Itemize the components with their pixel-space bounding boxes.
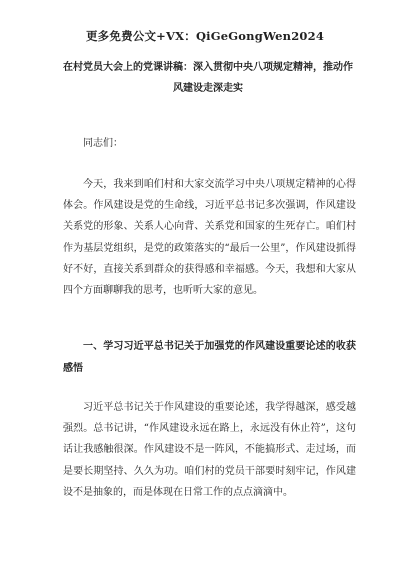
paragraph-2: 习近平总书记关于作风建设的重要论述，我学得越深，感受越强烈。总书记讲，“作风建设永远在路上，永远没有休止符”，这句话让我感触很深。作风建设不是一阵风，不能搞形式、走过场，而是要长期坚持、久久为功。咱们村的党员干部要时刻牢记，作风建设不是抽象的，而是体现在日常工作的点点滴滴中。 [63,402,356,498]
document-title: 在村党员大会上的党课讲稿：深入贯彻中央八项规定精神，推动作风建设走深走实 [63,62,353,94]
salutation: 同志们： [83,138,123,149]
section-heading-1: 一、学习习近平总书记关于加强党的作风建设重要论述的收获感悟 [63,341,356,374]
paragraph-1: 今天，我来到咱们村和大家交流学习中央八项规定精神的心得体会。作风建设是党的生命线，习近平总书记多次强调，作风建设关系党的形象、关系人心向背、关系党和国家的生死存亡。咱们村作为基层党组织，是党的政策落实的“最后一公里”，作风建设抓得好不好，直接关系到群众的获得感和幸福感。今天，我想和大家从四个方面聊聊我的思考，也听听大家的意见。 [63,179,356,297]
promo-banner: 更多免费公文+VX：QiGeGongWen2024 [85,29,325,43]
